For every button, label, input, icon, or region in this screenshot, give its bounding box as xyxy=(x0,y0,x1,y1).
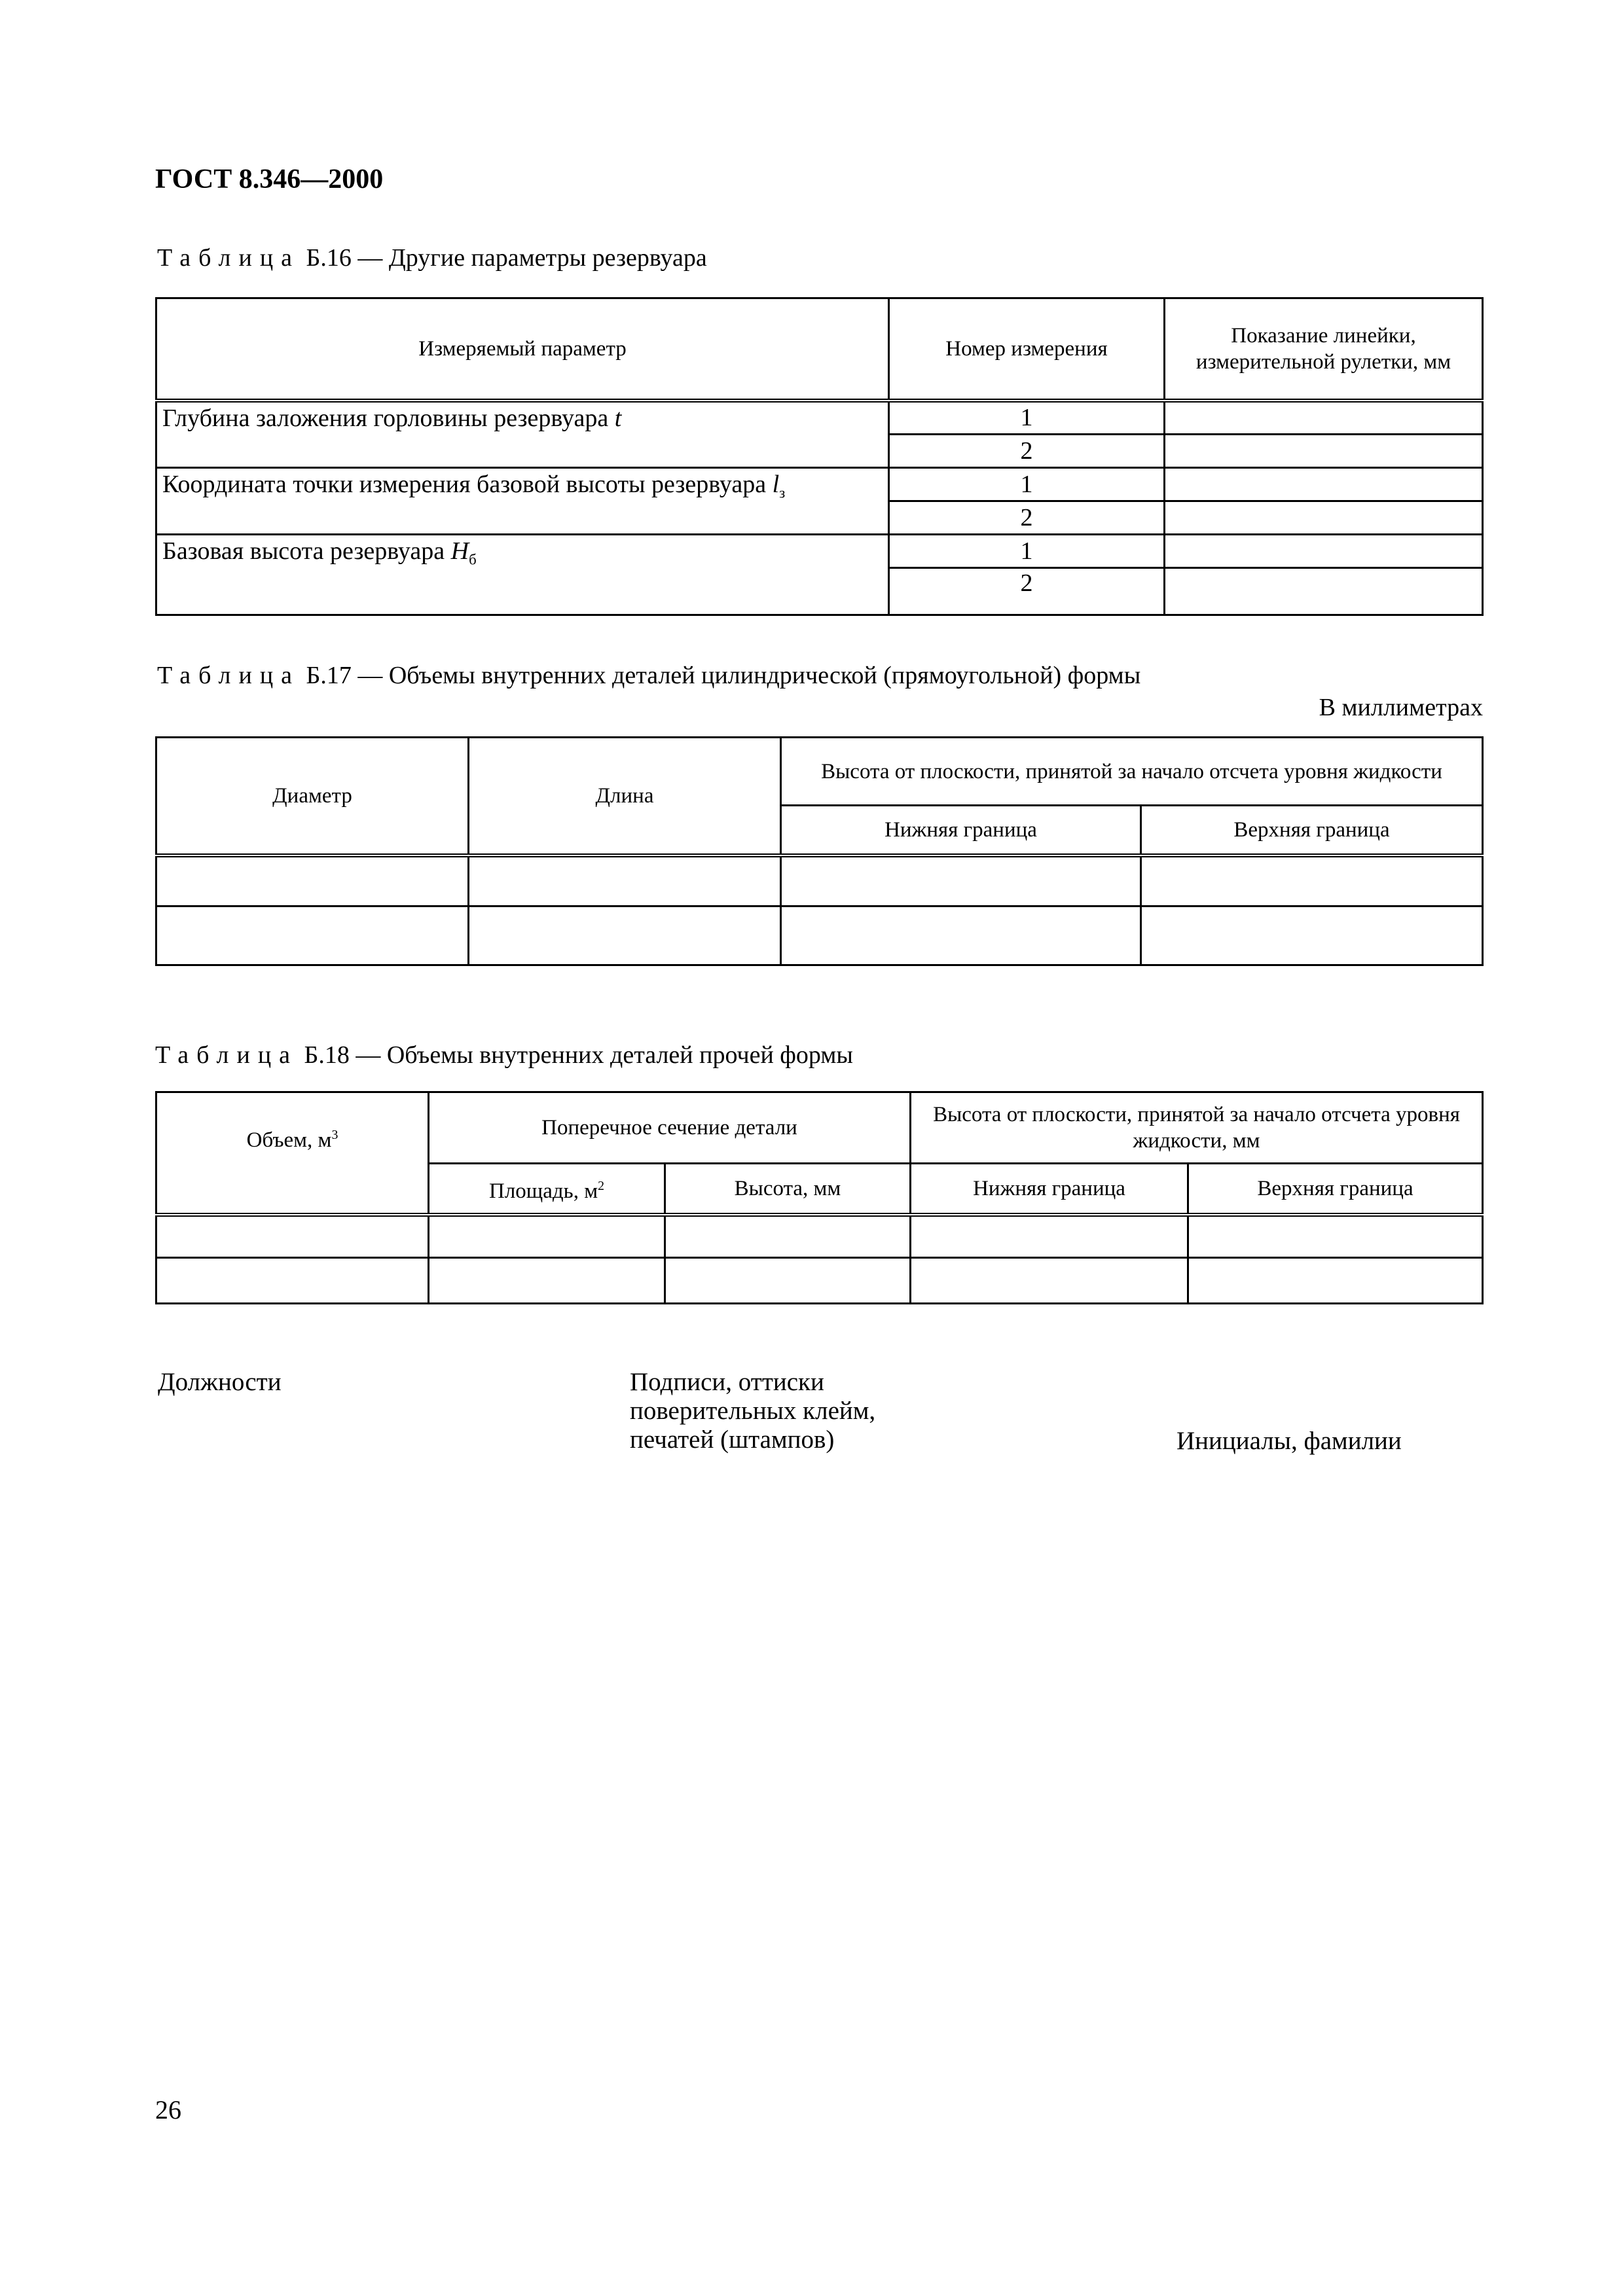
header-cell-height: Высота, мм xyxy=(665,1164,911,1215)
measurement-number: 2 xyxy=(889,435,1165,468)
table-cell xyxy=(911,1258,1188,1304)
table-cell xyxy=(911,1215,1188,1258)
param-text: Глубина заложения горловины резервуара xyxy=(162,404,615,432)
caption-word: Таблица xyxy=(157,662,301,689)
param-subscript: б xyxy=(469,551,477,568)
param-symbol: H xyxy=(450,537,469,565)
caption-text: Б.17 — Объемы внутренних деталей цилиндрической (прямоугольной) формы xyxy=(300,662,1141,689)
table-row xyxy=(156,1215,1483,1258)
volume-unit-exponent: 3 xyxy=(331,1128,338,1142)
table-row xyxy=(156,1258,1483,1304)
table-b18 xyxy=(155,1091,1484,1304)
caption-text: Б.18 — Объемы внутренних деталей прочей формы xyxy=(298,1041,853,1069)
header-cell-volume xyxy=(156,1092,429,1215)
header-cell-upper-bound: Верхняя граница xyxy=(1141,806,1483,855)
table-b17 xyxy=(155,736,1484,966)
table-cell xyxy=(156,1258,429,1304)
table-cell xyxy=(429,1258,665,1304)
reading-cell xyxy=(1165,468,1483,501)
header-cell-parameter: Измеряемый параметр xyxy=(156,298,889,401)
param-subscript: з xyxy=(779,484,786,501)
document-header: ГОСТ 8.346—2000 xyxy=(155,164,384,194)
table-b16-caption xyxy=(157,243,707,272)
table-b17-caption xyxy=(157,661,1140,690)
table-cell xyxy=(469,906,781,965)
param-cell xyxy=(156,468,889,535)
table-row xyxy=(156,855,1483,906)
measurement-number: 1 xyxy=(889,468,1165,501)
table-cell xyxy=(469,855,781,906)
reading-cell xyxy=(1165,401,1483,435)
table-cell xyxy=(1188,1258,1483,1304)
header-cell-lower-bound: Нижняя граница xyxy=(781,806,1141,855)
table-row xyxy=(156,401,1483,435)
header-cell-section-group: Поперечное сечение детали xyxy=(429,1092,911,1164)
param-cell xyxy=(156,401,889,468)
reading-cell xyxy=(1165,535,1483,568)
caption-word: Таблица xyxy=(155,1041,299,1069)
table-row xyxy=(156,906,1483,965)
param-text: Базовая высота резервуара xyxy=(162,537,451,565)
header-cell-length: Длина xyxy=(469,738,781,855)
header-cell-height-group: Высота от плоскости, принятой за начало отсчета уровня жидкости xyxy=(781,738,1483,806)
table-cell xyxy=(156,855,469,906)
caption-text: Б.16 — Другие параметры резервуара xyxy=(300,244,707,272)
table-row xyxy=(156,468,1483,501)
table-row xyxy=(156,535,1483,568)
signature-positions-label: Должности xyxy=(158,1368,282,1396)
page-number: 26 xyxy=(155,2095,181,2125)
measurement-number: 2 xyxy=(889,501,1165,535)
table-b16 xyxy=(155,297,1484,616)
measurement-number: 2 xyxy=(889,568,1165,615)
measurement-number: 1 xyxy=(889,401,1165,435)
table-cell xyxy=(781,855,1141,906)
table-cell xyxy=(1141,906,1483,965)
table-cell xyxy=(156,1215,429,1258)
header-cell-upper-bound: Верхняя граница xyxy=(1188,1164,1483,1215)
caption-word: Таблица xyxy=(157,244,301,272)
param-cell xyxy=(156,535,889,615)
reading-cell xyxy=(1165,435,1483,468)
measurement-number: 1 xyxy=(889,535,1165,568)
header-cell-diameter: Диаметр xyxy=(156,738,469,855)
reading-cell xyxy=(1165,501,1483,535)
table-b18-caption xyxy=(155,1041,853,1069)
header-cell-measurement-number: Номер измерения xyxy=(889,298,1165,401)
table-cell xyxy=(665,1258,911,1304)
header-cell-area xyxy=(429,1164,665,1215)
table-cell xyxy=(156,906,469,965)
table-cell xyxy=(1141,855,1483,906)
signature-names-label: Инициалы, фамилии xyxy=(1176,1427,1402,1455)
param-symbol: l xyxy=(772,471,780,498)
header-cell-height-group: Высота от плоскости, принятой за начало отсчета уровня жидкости, мм xyxy=(911,1092,1483,1164)
table-cell xyxy=(1188,1215,1483,1258)
table-cell xyxy=(665,1215,911,1258)
signature-stamps-label: Подписи, оттиски поверительных клейм, печатей (штампов) xyxy=(630,1368,876,1454)
param-text: Координата точки измерения базовой высоты резервуара xyxy=(162,471,773,498)
volume-label: Объем, м xyxy=(246,1128,332,1152)
unit-note: В миллиметрах xyxy=(1319,694,1483,721)
header-cell-lower-bound: Нижняя граница xyxy=(911,1164,1188,1215)
header-cell-reading: Показание линейки, измерительной рулетки, мм xyxy=(1165,298,1483,401)
area-unit-exponent: 2 xyxy=(598,1178,604,1193)
area-label: Площадь, м xyxy=(489,1179,598,1203)
table-cell xyxy=(429,1215,665,1258)
reading-cell xyxy=(1165,568,1483,615)
table-cell xyxy=(781,906,1141,965)
param-symbol: t xyxy=(614,404,622,432)
